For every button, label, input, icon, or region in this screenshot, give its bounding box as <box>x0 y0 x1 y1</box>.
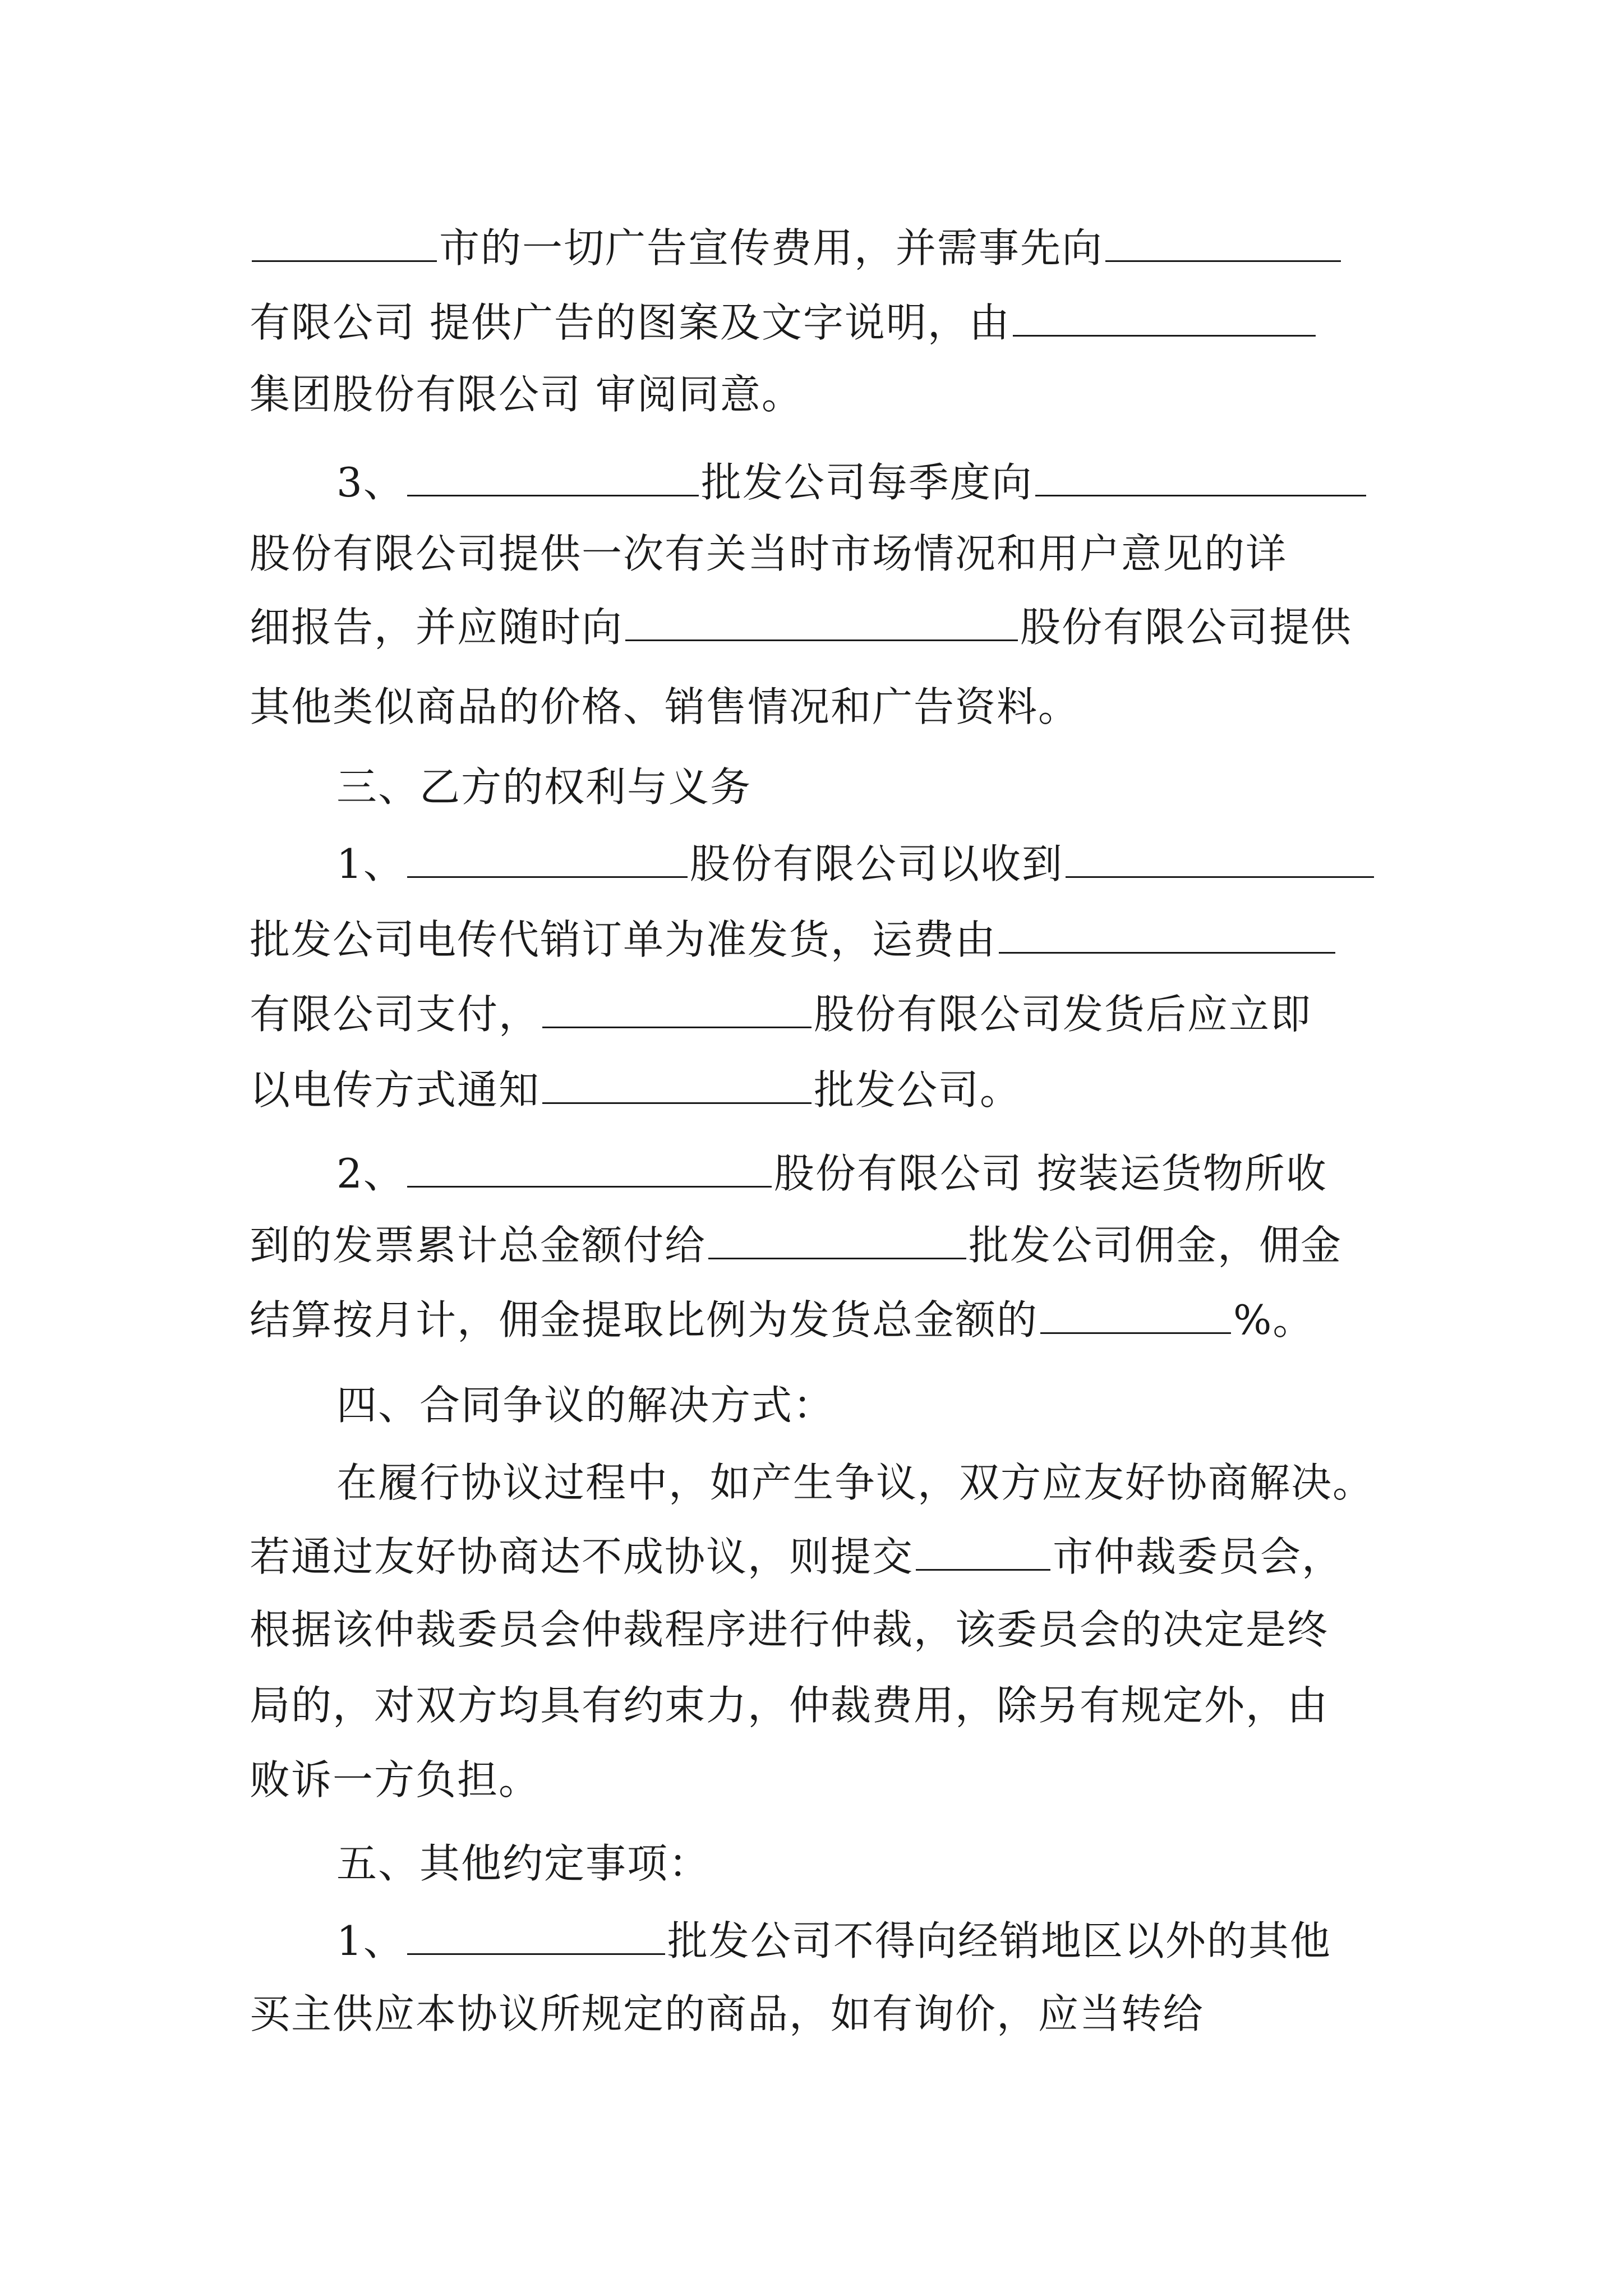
text-line <box>250 906 1394 973</box>
text-run: 细报告，并应随时向 <box>250 604 624 651</box>
text-run: 股份有限公司以收到 <box>689 840 1063 887</box>
text-run: 有限公司 提供广告的图案及文字说明，由 <box>250 299 1011 346</box>
text-line <box>250 1672 1394 1739</box>
text-run: 1、 <box>336 1917 405 1964</box>
text-run: 批发公司。 <box>814 1066 1022 1114</box>
fill-blank <box>999 910 1335 954</box>
text-run: 股份有限公司提供一次有关当时市场情况和用户意见的详 <box>250 530 1288 577</box>
text-run: 3、 <box>336 459 405 506</box>
text-run: 有限公司支付， <box>250 991 541 1038</box>
text-run: 集团股份有限公司 审阅同意。 <box>250 371 803 418</box>
text-run: 若通过友好协商达不成协议，则提交 <box>250 1533 914 1580</box>
text-line <box>336 1907 1394 1975</box>
section-heading <box>336 753 1394 821</box>
text-line <box>250 1746 1394 1814</box>
text-line <box>250 593 1394 661</box>
text-run: 批发公司不得向经销地区以外的其他 <box>667 1917 1331 1964</box>
text-run: 买主供应本协议所规定的商品，如有询价，应当转给 <box>250 1990 1205 2037</box>
fill-blank <box>407 835 688 878</box>
text-line <box>250 981 1394 1048</box>
text-line <box>336 1140 1394 1207</box>
text-line <box>250 1212 1394 1279</box>
text-line <box>336 830 1394 898</box>
text-line <box>250 1056 1394 1124</box>
fill-blank <box>1035 453 1366 496</box>
text-line <box>336 1449 1394 1516</box>
text-line <box>250 1596 1394 1663</box>
fill-blank <box>708 1216 966 1259</box>
text-line <box>250 214 1394 282</box>
text-run: 股份有限公司发货后应立即 <box>814 991 1312 1038</box>
text-run: 批发公司佣金，佣金 <box>969 1222 1343 1269</box>
fill-blank <box>407 1912 665 1955</box>
text-run: 市仲裁委员会， <box>1053 1533 1344 1580</box>
text-run: 根据该仲裁委员会仲裁程序进行仲裁，该委员会的决定是终 <box>250 1606 1329 1653</box>
fill-blank <box>252 219 437 262</box>
fill-blank <box>407 453 699 496</box>
text-run: 批发公司电传代销订单为准发货，运费由 <box>250 916 997 963</box>
text-line <box>250 520 1394 587</box>
text-run: 四、合同争议的解决方式： <box>336 1382 835 1429</box>
text-run: 市的一切广告宣传费用，并需事先向 <box>439 224 1104 272</box>
fill-blank <box>542 1061 811 1104</box>
text-run: 以电传方式通知 <box>250 1066 541 1114</box>
text-run: 股份有限公司提供 <box>1020 604 1353 651</box>
text-run: 批发公司每季度向 <box>700 459 1033 506</box>
text-run: 败诉一方负担。 <box>250 1756 541 1803</box>
text-line <box>250 289 1394 356</box>
section-heading <box>336 1372 1394 1439</box>
text-line <box>250 673 1394 740</box>
text-run: 结算按月计，佣金提取比例为发货总金额的 <box>250 1296 1039 1343</box>
fill-blank <box>1013 293 1316 337</box>
text-run: 到的发票累计总金额付给 <box>250 1222 707 1269</box>
text-run: %。 <box>1233 1296 1315 1343</box>
fill-blank <box>625 598 1018 641</box>
text-run: 股份有限公司 按装运货物所收 <box>773 1150 1327 1197</box>
text-line <box>250 1523 1394 1590</box>
text-line <box>336 449 1394 516</box>
fill-blank <box>1040 1291 1231 1334</box>
text-run: 局的，对双方均具有约束力，仲裁费用，除另有规定外，由 <box>250 1682 1329 1729</box>
text-line <box>250 361 1394 428</box>
text-run: 在履行协议过程中，如产生争议，双方应友好协商解决。 <box>336 1459 1375 1506</box>
section-heading <box>336 1830 1394 1897</box>
fill-blank <box>407 1144 772 1188</box>
text-run: 五、其他约定事项： <box>336 1840 711 1887</box>
text-run: 2、 <box>336 1150 405 1197</box>
text-run: 三、乙方的权利与义务 <box>336 763 752 811</box>
text-line <box>250 1980 1394 2047</box>
fill-blank <box>1066 835 1374 878</box>
text-run: 1、 <box>336 840 405 887</box>
fill-blank <box>542 985 811 1028</box>
text-line <box>250 1286 1394 1354</box>
text-run: 其他类似商品的价格、销售情况和广告资料。 <box>250 683 1080 730</box>
fill-blank <box>1105 219 1341 262</box>
fill-blank <box>916 1527 1050 1571</box>
